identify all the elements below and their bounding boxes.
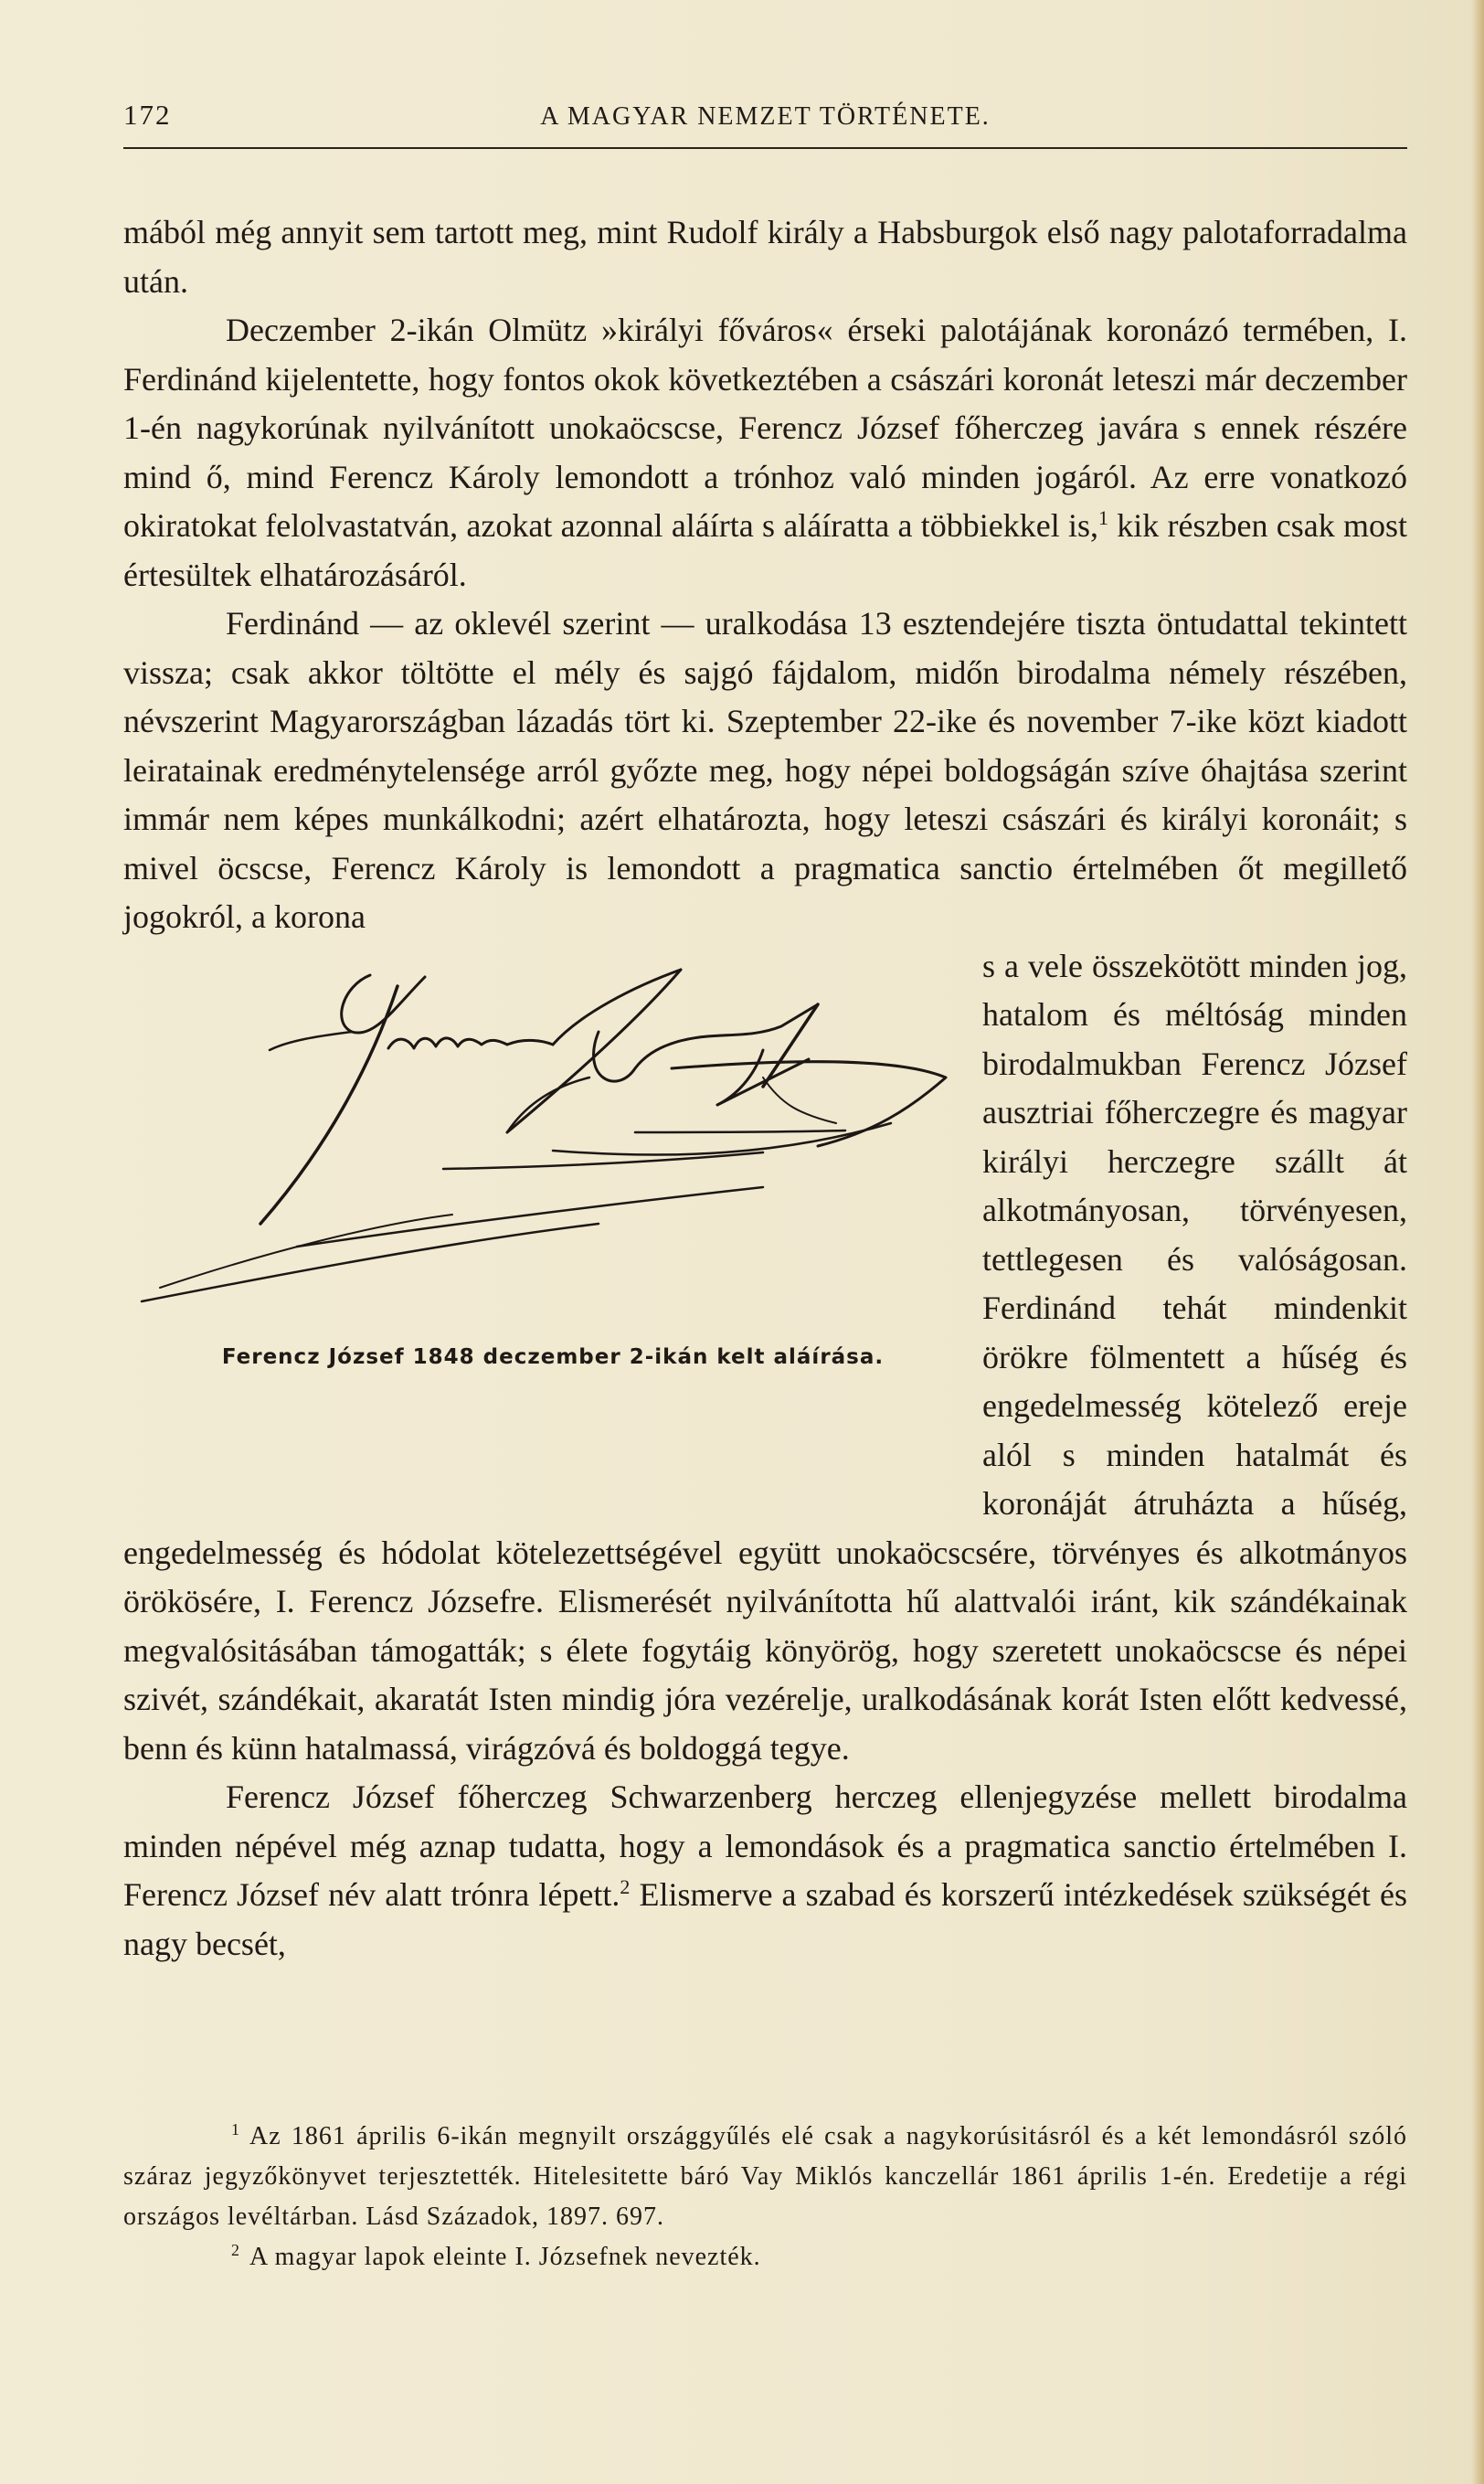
footnote-1: $^1$ Az 1861 április 6-ikán megnyilt országgyűlés elé csak a nagykorúsitásról és a két lemondásról szóló száraz jegyzőkönyvet terjesztették. Hitelesitette báró Vay Miklós kanczellár 1861 április 1-én. Eredetije a régi országos levéltárban. Lásd Századok, 1897. 697. bbox=[123, 2119, 1407, 2231]
footnote-mark-1: 1 bbox=[231, 2119, 240, 2139]
footnote-ref-2: 2 bbox=[620, 1875, 631, 1898]
paragraph-3-continued: s a vele összekötött minden jog, hatalom és méltóság minden birodalmukban Ferencz József ausztriai főherczegre és magyar királyi herczegre szállt át alkotmányosan, törvényesen, tettlegesen és valóságosan. Ferdinánd tehát mindenkit örökre fölmentett a hűség és engedelmesség kötelező ereje alól s minden hatalmát és koronáját átruházta a hűség, engedelmesség és hódolat kötelezettségével együtt unokaöcscsére, törvényes és alkotmányos örökösére, I. Ferencz Józsefre. Elismerését nyilvánította hű alattvalói iránt, kik szándékainak megvalósitásában támogatták; s élete fogytáig könyörög, hogy szeretett unokaöcscse és népei szivét, szándékait, akaratát Isten mindig jóra vezérelje, uralkodásának korát Isten előtt kedvessé, benn és künn hatalmassá, virágzóvá és boldoggá tegye. bbox=[123, 947, 1407, 1767]
page-edge-shadow bbox=[1471, 0, 1484, 2484]
footnote-mark-2: 2 bbox=[231, 2240, 240, 2259]
paragraph-3: Ferdinánd — az oklevél szerint — uralkodása 13 esztendejére tiszta öntudattal tekintett vissza; csak akkor töltötte el mély és sajgó fájdalom, midőn birodalma némely részében, névszerint Magyarországban lázadás tört ki. Szeptember 22-ike és november 7-ike közt kiadott leiratainak eredménytelensége arról győzte meg, hogy népei boldogságán szíve óhajtása szerint immár nem képes munkálkodni; azért elhatározta, hogy leteszi császári és királyi koronáit; s mivel öcscse, Ferencz Károly is lemondott a pragmatica sanctio értelmében őt megillető jogokról, a korona bbox=[123, 605, 1407, 935]
main-text bbox=[123, 208, 1407, 1969]
signature-caption: Ferencz József 1848 deczember 2-ikán kelt aláírása. bbox=[221, 1344, 885, 1369]
signature-figure bbox=[123, 950, 982, 1493]
footnote-2: $^2$ A magyar lapok eleinte I. Józsefnek nevezték. bbox=[231, 2240, 761, 2271]
footnotes bbox=[123, 2117, 1407, 2277]
paragraph-2: Deczember 2-ikán Olmütz »királyi főváros« érseki palotájának koronázó termében, I. Ferdinánd kijelentette, hogy fontos okok következtében a császári koronát leteszi már deczember 1-én nagykorúnak nyilvánított unokaöcscse, Ferencz József főherczeg javára s ennek részére mind ő, mind Ferencz Károly lemondott a trónhoz való minden jogáról. Az erre vonatkozó okiratokat felolvastatván, azokat azonnal aláírta s aláíratta a többiekkel is,$^1$ kik részben csak most értesültek elhatározásáról. bbox=[123, 312, 1407, 593]
footnote-ref-1: 1 bbox=[1097, 506, 1108, 529]
paragraph-1: mából még annyit sem tartott meg, mint Rudolf király a Habsburgok első nagy palotaforradalma után. bbox=[123, 214, 1407, 300]
running-title: A MAGYAR NEMZET TÖRTÉNETE. bbox=[540, 102, 991, 131]
running-header bbox=[123, 99, 1407, 143]
header-rule bbox=[123, 147, 1407, 149]
page-number: 172 bbox=[123, 99, 172, 131]
paragraph-4: Ferencz József főherczeg Schwarzenberg herczeg ellenjegyzése mellett birodalma minden népével még aznap tudatta, hogy a lemondások és a pragmatica sanctio értelmében I. Ferencz József név alatt trónra lépett.$^2$ Elismerve a szabad és korszerű intézkedések szükségét és nagy becsét, bbox=[123, 1778, 1407, 1962]
signature-image bbox=[123, 950, 964, 1324]
